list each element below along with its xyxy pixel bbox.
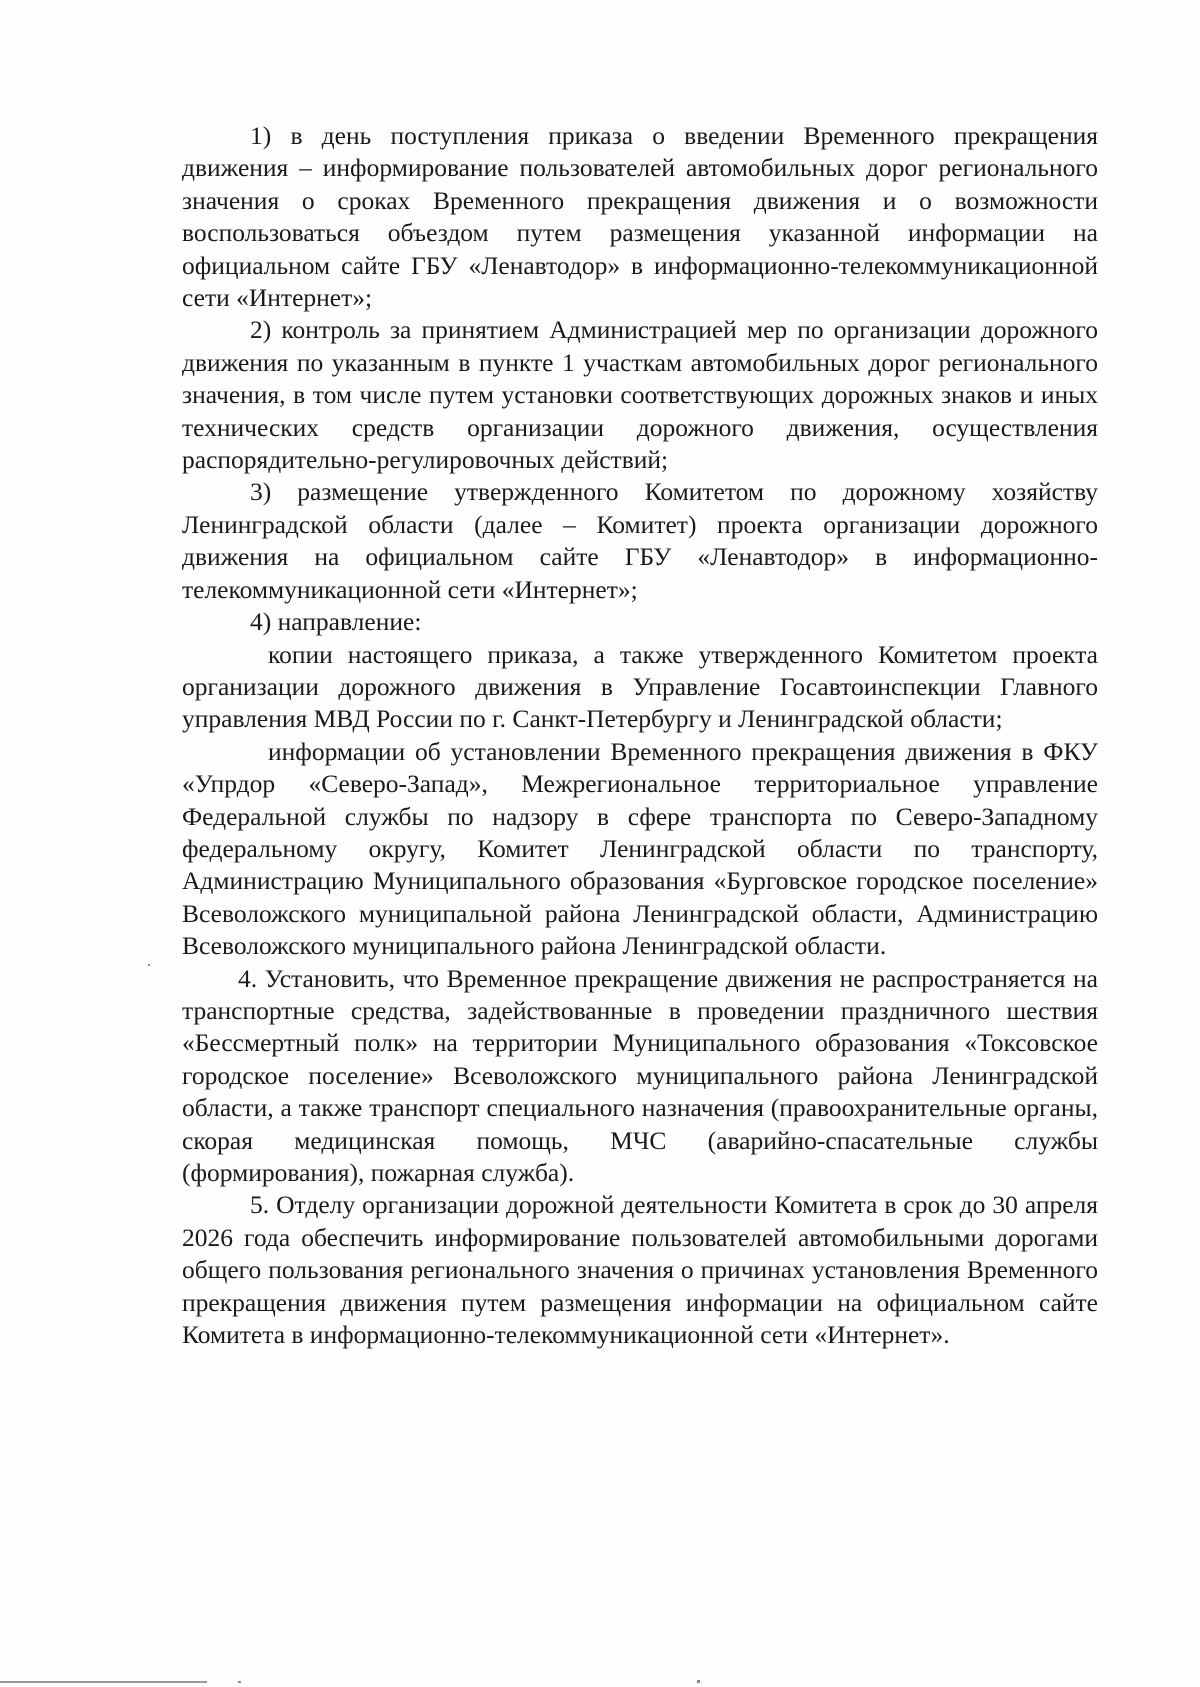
scan-dot [697,1680,700,1683]
paragraph-item-4-heading: 4) направление: [250,607,422,637]
document-body [182,120,1098,1351]
scan-dot [238,1681,241,1683]
paragraph-copies: копии настоящего приказа, а также утвержденного Комитетом проекта организации дорожного движения в Управление Госавтоинспекции Главного управления МВД России по г. Санкт-Петербургу и Ленинградской области; [182,639,1098,734]
scan-edge-line [0,1681,207,1683]
scan-dot [148,964,150,966]
paragraph-clause-4: 4. Установить, что Временное прекращение движения не распространяется на транспортные средства, задействованные в проведении праздничного шествия «Бессмертный полк» на территории Муниципального образования «Токсовское городское поселение» Всеволожского муниципального района Ленинградской области, а также транспорт специального назначения (правоохранительные органы, скорая медицинская помощь, МЧС (аварийно-спасательные службы (формирования), пожарная служба). [182,963,1098,1187]
paragraph-information: информации об установлении Временного прекращения движения в ФКУ «Упрдор «Северо-Запад», Межрегиональное территориальное управление Федеральной службы по надзору в сфере транспорта по Северо-Западному федеральному округу, Комитет Ленинградской области по транспорту, Администрацию Муниципального образования «Бурговское городское поселение» Всеволожского муниципальной района Ленинградской области, Администрацию Всеволожского муниципального района Ленинградской области. [182,736,1098,961]
paragraph-clause-5: 5. Отделу организации дорожной деятельности Комитета в срок до 30 апреля 2026 года обеспечить информирование пользователей автомобильными дорогами общего пользования регионального значения о причинах установления Временного прекращения движения путем размещения информации на официальном сайте Комитета в информационно-телекоммуникационной сети «Интернет». [182,1190,1098,1350]
paragraph-item-2: 2) контроль за принятием Администрацией мер по организации дорожного движения по указанным в пункте 1 участкам автомобильных дорог регионального значения, в том числе путем установки соответствующих дорожных знаков и иных технических средств организации дорожного движения, осуществления распорядительно-регулировочных действий; [182,315,1098,475]
paragraph-item-1: 1) в день поступления приказа о введении Временного прекращения движения – информирование пользователей автомобильных дорог регионального значения о сроках Временного прекращения движения и о возможности воспользоваться объездом путем размещения указанной информации на официальном сайте ГБУ «Ленавтодор» в информационно-телекоммуникационной сети «Интернет»; [182,121,1098,313]
paragraph-item-3: 3) размещение утвержденного Комитетом по дорожному хозяйству Ленинградской области (далее – Комитет) проекта организации дорожного движения на официальном сайте ГБУ «Ленавтодор» в информационно-телекоммуникационной сети «Интернет»; [182,477,1098,604]
